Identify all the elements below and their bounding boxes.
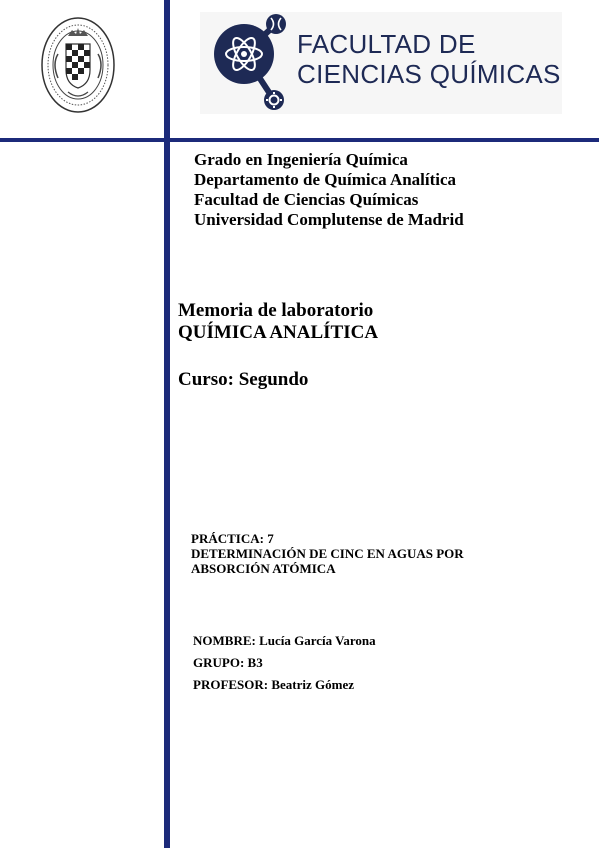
degree-line: Grado en Ingeniería Química	[194, 150, 408, 169]
vertical-rule	[164, 0, 170, 848]
department-line: Departamento de Química Analítica	[194, 170, 457, 189]
professor-name: PROFESOR: Beatriz Gómez	[193, 677, 355, 692]
university-seal-icon	[38, 14, 118, 116]
chemistry-emblem-icon	[208, 14, 288, 112]
report-title-line1: Memoria de laboratorio	[178, 300, 374, 321]
course-label: Curso: Segundo	[178, 369, 309, 390]
practice-title-line2: ABSORCIÓN ATÓMICA	[191, 561, 336, 576]
student-name: NOMBRE: Lucía García Varona	[193, 633, 376, 648]
faculty-logo-line1: FACULTAD DE	[297, 29, 476, 59]
report-title-line2: QUÍMICA ANALÍTICA	[178, 322, 379, 343]
university-line: Universidad Complutense de Madrid	[194, 210, 464, 229]
horizontal-rule	[0, 138, 599, 142]
faculty-logo-line2: CIENCIAS QUÍMICAS	[297, 59, 561, 89]
faculty-line: Facultad de Ciencias Químicas	[194, 190, 419, 209]
practice-title-line1: DETERMINACIÓN DE CINC EN AGUAS POR	[191, 546, 464, 561]
faculty-logo	[200, 12, 562, 114]
student-group: GRUPO: B3	[193, 655, 263, 670]
practice-block	[191, 531, 464, 576]
institution-block	[194, 150, 464, 230]
practice-number: PRÁCTICA: 7	[191, 531, 274, 546]
student-info	[193, 633, 376, 699]
report-title	[178, 300, 378, 344]
